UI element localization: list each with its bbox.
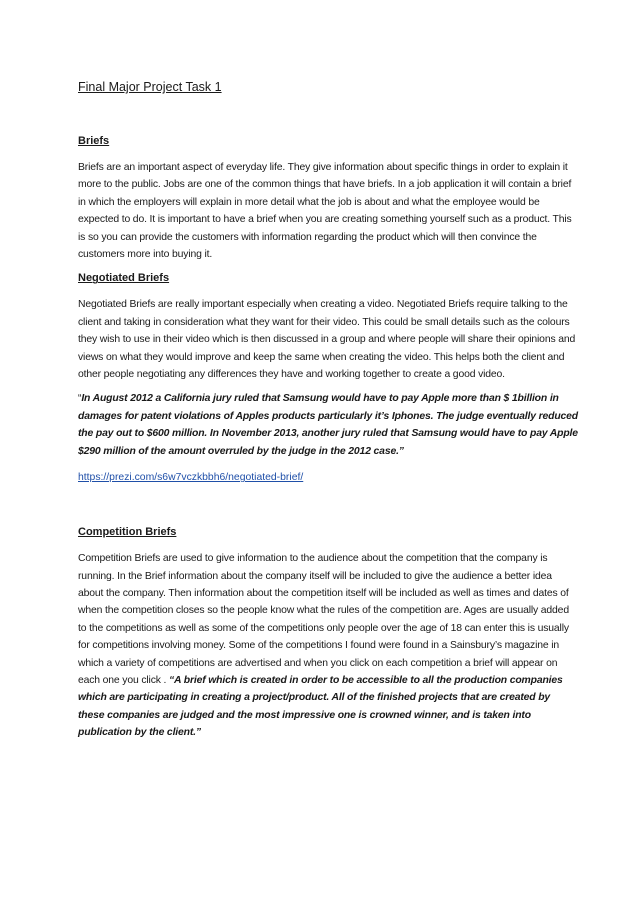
- competition-briefs-body: Competition Briefs are used to give information to the audience about the competition that the company is running. In the Brief information about the company itself will be included to give the audience a better idea about the company. Then information about the competition itself will be included as well as times and dates of when the competition closes so the people know what the rules of the competition are. Ages are usually added to the competitions as well as some of the competitions only people over the age of 18 can enter this is usually for competitions involving money. Some of the competitions I found were found in a Sainsbury’s magazine in which a variety of competitions are advertised and when you click on each competition a brief will appear on each one you click .: [78, 553, 569, 686]
- negotiated-briefs-paragraph: Negotiated Briefs are really important especially when creating a video. Negotiated Briefs require talking to the client and taking in consideration what they want for their video. This could be small details such as the colours they wish to use in their video which is then discussed in a group and where people will share their opinions and views on what they would improve and keep the same when creating the video. This helps both the client and other people negotiating any differences they have and working together to create a good video.: [78, 299, 576, 381]
- competition-briefs-paragraph: [78, 550, 578, 741]
- section-heading-negotiated-briefs: Negotiated Briefs: [78, 272, 170, 285]
- quote-open-mark: “: [78, 393, 82, 405]
- negotiated-briefs-quote-paragraph: [78, 390, 578, 460]
- samsung-apple-quote: In August 2012 a California jury ruled that Samsung would have to pay Apple more than $ 1billion in damages for patent violations of Apples products particularly it’s Iphones. The judge eventually reduced the pay out to $600 million. In November 2013, another jury ruled that Samsung would have to pay Apple $290 million of the amount overruled by the judge in the 2012 case.”: [78, 393, 578, 457]
- prezi-link[interactable]: https://prezi.com/s6w7vczkbbh6/negotiated-brief/: [78, 472, 304, 484]
- briefs-paragraph: Briefs are an important aspect of everyday life. They give information about specific things in order to explain it more to the public. Jobs are one of the common things that have briefs. In a job application it will contain a brief in which the employers will explain in more detail what the job is about and what the employee would be expected to do. It is important to have a brief when you are creating something yourself such as a product. This is so you can provide the customers with information regarding the product which will then convince the customers more into buying it.: [78, 162, 572, 261]
- section-briefs: [78, 133, 578, 263]
- section-negotiated-briefs: [78, 270, 578, 524]
- document-title: Final Major Project Task 1: [78, 80, 222, 94]
- section-heading-briefs: Briefs: [78, 135, 110, 147]
- section-heading-competition-briefs: Competition Briefs: [78, 526, 177, 539]
- competition-brief-quote: “A brief which is created in order to be accessible to all the production companies which are participating in creating a project/product. All of the finished projects that are created by these companies are judged and the most impressive one is crowned winner, and is taken into publication by the client.”: [78, 674, 563, 739]
- section-competition-briefs: [78, 524, 578, 741]
